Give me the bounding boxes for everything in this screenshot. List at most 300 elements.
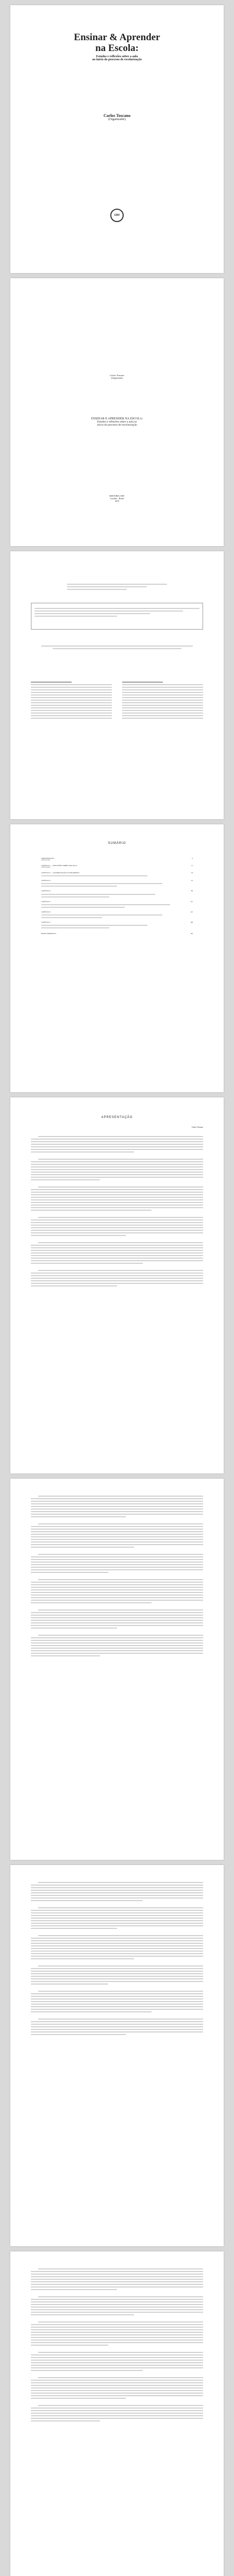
text-line: [31, 1615, 203, 1616]
text-line: [31, 1144, 203, 1145]
text-line: [31, 1146, 203, 1147]
toc-list: [41, 857, 193, 935]
text-line: [31, 2382, 203, 2383]
text-line: [31, 1637, 203, 1638]
rights-line: [53, 648, 181, 649]
toc-entry-label: CAPÍTULO 7: [41, 921, 51, 924]
text-line: [31, 1179, 100, 1180]
toc-entry-author: Carlos Toscano: [41, 867, 51, 869]
toc-entry[interactable]: [41, 879, 193, 887]
toc-entry[interactable]: [41, 901, 193, 908]
catalog-card-line: [35, 613, 150, 614]
text-line: [31, 1199, 203, 1200]
text-line: [31, 1582, 203, 1583]
text-line: [31, 2286, 203, 2287]
half-title-page: [10, 278, 224, 546]
text-line: [31, 1544, 203, 1545]
text-line: [31, 1222, 203, 1223]
toc-entry-label: CAPÍTULO 3: [41, 879, 51, 882]
text-line: [31, 1625, 203, 1626]
council-line: [31, 707, 112, 708]
committee-line: [122, 689, 203, 690]
text-line: [38, 1609, 203, 1611]
text-line: [31, 2274, 203, 2275]
text-line: [31, 1620, 203, 1621]
committee-line: [122, 684, 203, 685]
text-line: [31, 1556, 203, 1557]
text-line: [31, 2340, 203, 2341]
text-line: [31, 2334, 203, 2335]
text-line: [31, 1166, 203, 1167]
text-line: [31, 2395, 203, 2396]
text-line: [31, 2009, 203, 2010]
text-line: [31, 1285, 117, 1286]
toc-entry-page: 169: [190, 921, 193, 924]
text-line: [38, 1554, 203, 1555]
text-page-2: [10, 1479, 224, 1860]
text-line: [31, 1998, 203, 1999]
text-line: [31, 1227, 203, 1228]
text-line: [31, 1562, 203, 1563]
text-line: [31, 1192, 203, 1193]
toc-entry-detail: [41, 914, 162, 916]
text-line: [31, 1956, 203, 1957]
toc-entry-detail: [41, 875, 147, 876]
text-line: [31, 1940, 203, 1941]
text-line: [31, 1971, 203, 1972]
toc-entry-label: CAPÍTULO 1 — REFLEXÕES SOBRE UMA AULA: [41, 865, 77, 867]
text-page-4-body: [31, 2267, 203, 2423]
text-line: [31, 1225, 203, 1226]
committee-line: [122, 697, 203, 698]
text-line: [31, 2387, 203, 2388]
toc-entry[interactable]: [41, 872, 193, 876]
text-line: [31, 1981, 203, 1982]
cover-page: [10, 5, 224, 273]
text-line: [31, 1151, 134, 1153]
text-line: [31, 1978, 203, 1979]
title-page-year: 2019: [115, 500, 119, 502]
title-page-publisher: EDITORA CRV: [109, 495, 125, 497]
council-line: [31, 687, 112, 688]
text-line: [31, 2365, 203, 2366]
text-line: [31, 1653, 203, 1654]
text-line: [31, 2332, 203, 2333]
text-line: [31, 1953, 203, 1954]
committee-line: [122, 687, 203, 688]
text-line: [31, 1536, 203, 1537]
toc-entry-label: CAPÍTULO 5: [41, 900, 51, 903]
text-line: [31, 1275, 203, 1276]
text-line: [31, 1503, 203, 1504]
text-line: [31, 1207, 203, 1208]
text-line: [31, 2362, 203, 2363]
council-line: [31, 702, 112, 703]
text-line: [31, 1650, 203, 1651]
cover-organizer-role: (Organizador): [108, 118, 126, 121]
text-line: [31, 1920, 203, 1921]
text-line: [38, 1523, 203, 1524]
text-line: [31, 2021, 203, 2022]
text-line: [31, 1516, 126, 1517]
text-page-3: [10, 1865, 224, 2246]
council-line: [31, 710, 112, 711]
text-line: [38, 1217, 203, 1218]
text-line: [31, 2031, 203, 2032]
text-line: [31, 1164, 203, 1165]
toc-index-entry[interactable]: [41, 933, 193, 935]
toc-entry[interactable]: [41, 865, 193, 869]
text-line: [31, 1149, 203, 1150]
text-line: [31, 1205, 203, 1206]
text-line: [31, 1925, 203, 1926]
toc-entry-label: CAPÍTULO 4: [41, 890, 51, 892]
text-page-4: [10, 2251, 224, 2576]
text-line: [31, 1194, 203, 1195]
text-line: [31, 1993, 203, 1994]
text-line: [31, 1219, 203, 1221]
text-line: [31, 1177, 203, 1178]
text-line: [31, 1943, 203, 1944]
toc-page: [10, 824, 224, 1092]
title-page-title: ENSINAR E APRENDER NA ESCOLA:: [91, 417, 143, 420]
catalog-line: [67, 589, 127, 590]
text-line: [31, 1258, 203, 1259]
text-line: [31, 2418, 203, 2419]
text-line: [31, 1235, 126, 1236]
text-line: [31, 1968, 203, 1969]
text-line: [31, 2034, 126, 2035]
committee-line: [122, 705, 203, 706]
text-line: [31, 1252, 203, 1253]
text-line: [31, 1912, 203, 1913]
text-line: [31, 2385, 203, 2386]
committee-line: [122, 700, 203, 701]
text-line: [31, 1572, 108, 1573]
council-line: [31, 684, 112, 685]
text-line: [31, 2345, 108, 2346]
text-line: [38, 1907, 203, 1908]
text-line: [31, 1948, 203, 1949]
publisher-logo-text: CRV: [114, 214, 120, 217]
text-line: [31, 1506, 203, 1507]
text-line: [31, 1283, 203, 1284]
text-line: [31, 1584, 203, 1585]
text-line: [31, 2281, 203, 2282]
text-line: [31, 1887, 203, 1888]
toc-entry[interactable]: [41, 921, 193, 928]
presentation-author: Carlos Toscano: [191, 1126, 203, 1128]
text-line: [31, 2408, 203, 2409]
text-line: [31, 1958, 134, 1959]
half-title-name: Carlos Toscano: [110, 374, 124, 377]
text-line: [31, 1232, 203, 1233]
text-line: [38, 1159, 203, 1160]
presentation-page: [10, 1097, 224, 1473]
toc-heading: SUMÁRIO: [108, 842, 126, 845]
text-line: [31, 1897, 203, 1899]
text-line: [31, 2357, 203, 2358]
text-line: [38, 2296, 203, 2297]
text-line: [31, 2380, 203, 2381]
committee-line: [122, 694, 203, 696]
text-line: [31, 1263, 143, 1264]
text-line: [31, 1938, 203, 1939]
catalog-card-line: [35, 611, 183, 612]
text-line: [31, 2026, 203, 2027]
text-line: [31, 1539, 203, 1540]
text-line: [31, 1509, 203, 1510]
text-line: [31, 2011, 152, 2012]
council-line: [31, 694, 112, 696]
presentation-heading: APRESENTAÇÃO: [101, 1116, 133, 1119]
text-line: [31, 1645, 203, 1646]
committee-line: [122, 713, 203, 714]
cover-title-line2: na Escola:: [95, 43, 139, 54]
text-line: [38, 2405, 203, 2406]
text-line: [38, 1579, 203, 1580]
text-line: [31, 2415, 203, 2416]
catalog-page: [10, 551, 224, 819]
text-line: [31, 1280, 203, 1281]
text-line: [38, 1965, 203, 1967]
toc-entry-page: 33: [191, 872, 193, 874]
text-line: [31, 1885, 203, 1886]
text-line: [31, 2301, 203, 2302]
text-line: [31, 1245, 203, 1246]
toc-entry-page: 13: [191, 865, 193, 867]
text-line: [38, 1270, 203, 1271]
text-line: [31, 2304, 203, 2305]
toc-entry[interactable]: [41, 911, 193, 918]
catalog-line: [67, 586, 147, 587]
text-line: [31, 2276, 203, 2277]
title-page-subtitle-1: Estudos e reflexões sobre a aula no: [97, 420, 137, 423]
text-line: [31, 2299, 203, 2300]
text-line: [31, 1514, 203, 1515]
text-line: [31, 2029, 203, 2030]
toc-entry-detail: [41, 925, 147, 926]
committee-line: [122, 715, 203, 716]
text-line: [31, 2024, 203, 2025]
text-line: [31, 1547, 134, 1548]
committee-line: [122, 692, 203, 693]
text-line: [31, 1273, 203, 1274]
catalog-line: [67, 584, 167, 585]
text-line: [31, 2279, 203, 2280]
committee-line: [122, 710, 203, 711]
text-line: [38, 2268, 203, 2269]
text-line: [31, 1260, 203, 1261]
toc-index-label: ÍNDICE REMISSIVO: [41, 933, 56, 935]
text-line: [31, 1172, 203, 1173]
text-line: [31, 2342, 203, 2343]
publisher-logo: [110, 209, 124, 222]
toc-entry-detail: [41, 883, 162, 884]
text-line: [31, 1945, 203, 1946]
text-line: [31, 1498, 203, 1499]
text-line: [31, 1595, 203, 1596]
text-line: [31, 1529, 203, 1530]
text-line: [38, 2321, 203, 2323]
text-line: [31, 2324, 203, 2325]
text-line: [31, 1139, 203, 1140]
toc-entry-label: CAPÍTULO 6: [41, 910, 51, 913]
text-line: [31, 1996, 203, 1997]
text-line: [31, 1541, 203, 1543]
cover-title-line1: Ensinar & Aprender: [74, 32, 160, 43]
text-line: [31, 1174, 203, 1175]
text-line: [31, 2370, 143, 2371]
text-line: [31, 1951, 203, 1952]
committee-line: [122, 707, 203, 708]
text-line: [31, 2360, 203, 2361]
text-line: [31, 1278, 203, 1279]
text-line: [31, 2309, 203, 2310]
rights-line: [41, 646, 193, 647]
text-line: [31, 1210, 152, 1211]
cover-subtitle-line2: no início do processo de escolarização: [92, 58, 142, 61]
text-page-2-body: [31, 1494, 203, 1658]
text-line: [31, 1915, 203, 1916]
committee-line: [122, 718, 203, 719]
cover-organizer-name: Carlos Toscano: [103, 113, 131, 118]
text-line: [31, 2354, 203, 2355]
text-line: [31, 2289, 117, 2290]
text-line: [31, 2271, 203, 2272]
half-title-role: (Organizador): [111, 377, 123, 379]
toc-entry-page: 141: [190, 910, 193, 913]
text-line: [31, 2314, 134, 2315]
text-line: [31, 2390, 203, 2391]
text-line: [38, 1496, 203, 1497]
toc-entry-detail: [41, 917, 102, 918]
toc-entry-page: 89: [191, 890, 193, 892]
council-line: [31, 715, 112, 716]
toc-entry-detail: [41, 896, 109, 897]
text-line: [31, 1976, 203, 1977]
text-line: [38, 2352, 203, 2353]
text-line: [31, 1511, 203, 1512]
text-line: [31, 1587, 203, 1588]
catalog-card: [31, 603, 203, 630]
text-line: [31, 1169, 203, 1170]
toc-entry-page: 115: [190, 900, 193, 903]
text-line: [31, 1622, 203, 1623]
text-line: [31, 1602, 152, 1603]
text-line: [31, 1597, 203, 1598]
text-line: [31, 1600, 203, 1601]
text-page-3-body: [31, 1880, 203, 2037]
text-line: [38, 2019, 203, 2020]
text-line: [31, 1918, 203, 1919]
council-line: [31, 718, 112, 719]
text-line: [31, 2004, 203, 2005]
text-line: [38, 1242, 203, 1243]
text-line: [31, 1923, 203, 1924]
text-line: [31, 1973, 203, 1974]
catalog-card-line: [35, 616, 117, 617]
text-line: [31, 2337, 203, 2338]
text-line: [38, 1136, 203, 1137]
presentation-body: [31, 1134, 203, 1288]
text-line: [31, 2398, 126, 2399]
text-line: [31, 1589, 203, 1590]
text-line: [31, 2410, 203, 2411]
toc-entry-label: APRESENTAÇÃO: [41, 857, 54, 859]
text-line: [31, 1564, 203, 1565]
text-line: [31, 1255, 203, 1256]
text-line: [31, 1250, 203, 1251]
text-line: [31, 1531, 203, 1532]
text-line: [38, 1882, 203, 1883]
committee-heading: [122, 682, 163, 683]
council-line: [31, 713, 112, 714]
text-line: [31, 1612, 203, 1613]
text-line: [31, 1569, 203, 1570]
toc-entry-author: Carlos Toscano: [41, 859, 51, 861]
text-line: [31, 1648, 203, 1649]
committee-line: [122, 702, 203, 703]
text-line: [31, 1230, 203, 1231]
text-line: [38, 2377, 203, 2378]
text-line: [31, 2413, 203, 2414]
toc-entry-detail: [41, 894, 155, 895]
text-line: [31, 1910, 203, 1911]
text-line: [31, 1592, 203, 1593]
text-line: [31, 1559, 203, 1560]
toc-entry-label: CAPÍTULO 2 — ALFABETIZAÇÃO E LETRAMENTO: [41, 872, 79, 874]
text-line: [31, 2420, 100, 2421]
text-line: [31, 1642, 203, 1643]
text-line: [31, 2312, 203, 2313]
toc-entry-page: 61: [191, 879, 193, 882]
toc-entry[interactable]: [41, 890, 193, 897]
text-line: [31, 1501, 203, 1502]
toc-entry-detail: [41, 907, 125, 908]
council-line: [31, 700, 112, 701]
text-line: [31, 1928, 117, 1929]
text-line: [31, 1628, 117, 1629]
text-line: [31, 2327, 203, 2328]
council-line: [31, 697, 112, 698]
text-line: [31, 1895, 203, 1896]
text-line: [31, 2329, 203, 2330]
text-line: [31, 1141, 203, 1142]
text-line: [31, 1617, 203, 1618]
toc-entry[interactable]: [41, 857, 193, 861]
text-line: [31, 1567, 203, 1568]
council-line: [31, 692, 112, 693]
title-page-city: Curitiba – Brasil: [110, 497, 124, 500]
text-line: [31, 2284, 203, 2285]
text-line: [31, 2001, 203, 2002]
text-line: [31, 1189, 203, 1190]
text-line: [31, 2307, 203, 2308]
cover-subtitle-line1: Estudos e reflexões sobre a aula: [96, 55, 138, 58]
toc-entry-detail: [41, 886, 117, 887]
title-page-subtitle-2: início do processo de escolarização: [97, 423, 137, 427]
catalog-card-line: [35, 608, 199, 609]
text-line: [38, 1187, 203, 1188]
text-line: [31, 1640, 203, 1641]
text-line: [31, 2006, 203, 2007]
text-line: [31, 2367, 203, 2368]
toc-index-page: 193: [190, 933, 193, 935]
council-line: [31, 705, 112, 706]
text-line: [31, 1197, 203, 1198]
text-line: [31, 1892, 203, 1893]
